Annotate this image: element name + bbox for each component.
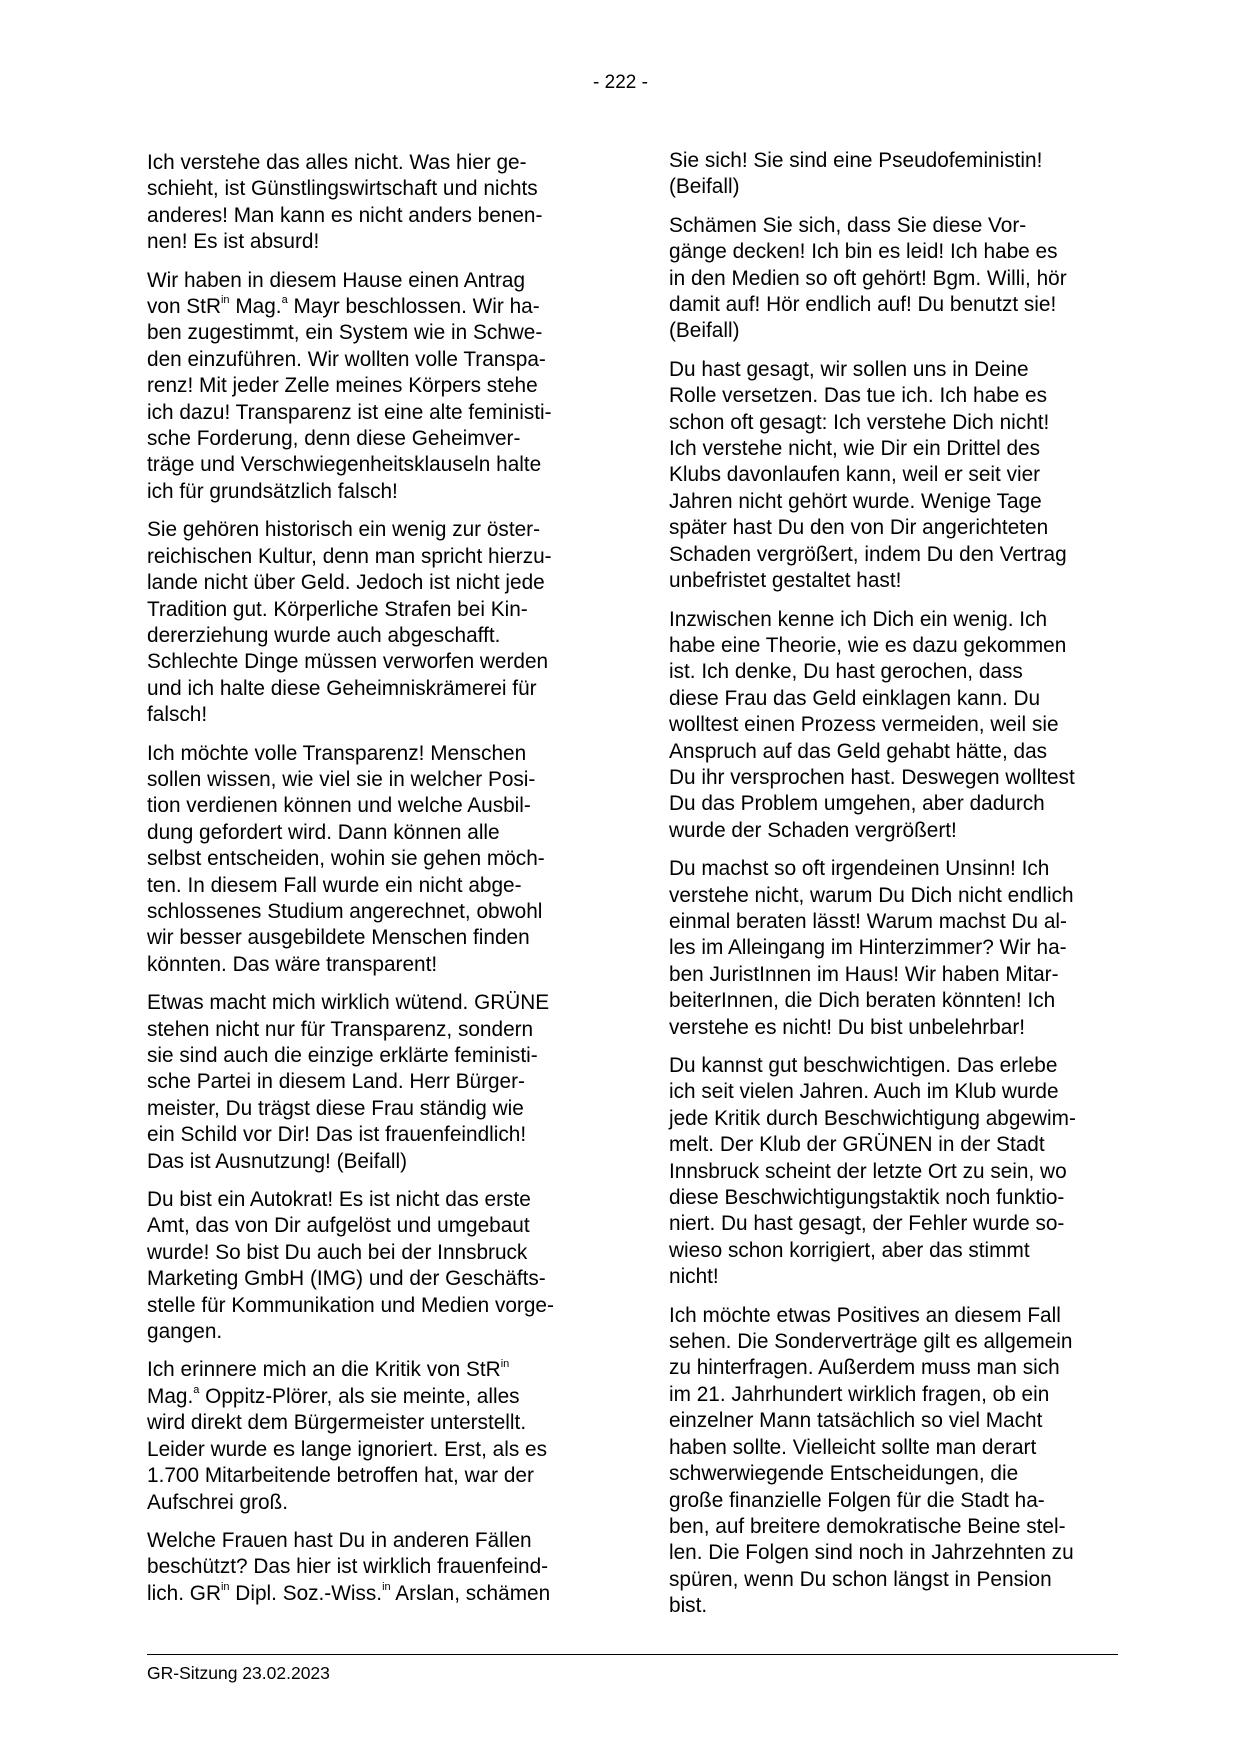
paragraph: Ich möchte volle Transparenz! Menschen sollen wissen, wie viel sie in welcher Posi- tion verdienen können und welche Ausbil- dung gefordert wird. Dann können alle selbst entscheiden, wohin sie gehen möch- ten. In diesem Fall wurde ein nicht abge- schlossenes Studium angerechnet, obwohl wir besser ausgebildete Menschen finden könnten. Das wäre transparent! [147,741,545,976]
paragraph: Schämen Sie sich, dass Sie diese Vor- gänge decken! Ich bin es leid! Ich habe es in den Medien so oft gehört! Bgm. Willi, hör damit auf! Hör endlich auf! Du benutzt sie! (Beifall) [669,213,1067,343]
paragraph: Du bist ein Autokrat! Es ist nicht das erste Amt, das von Dir aufgelöst und umgebaut wurde! So bist Du auch bei der Innsbruck Marketing GmbH (IMG) und der Geschäfts- stelle für Kommunikation und Medien vorge- gangen. [147,1188,554,1344]
paragraph: Du machst so oft irgendeinen Unsinn! Ich verstehe nicht, warum Du Dich nicht endlich einmal beraten lässt! Warum machst Du al- les im Alleingang im Hinterzimmer? Wir ha- ben JuristInnen im Haus! Wir haben Mitar- beiterInnen, die Dich beraten könnten! Ich verstehe es nicht! Du bist unbelehrbar! [669,857,1074,1039]
footer-session-date: GR-Sitzung 23.02.2023 [147,1663,330,1683]
page-number: - 222 - [593,72,648,93]
left-column [147,150,597,1619]
paragraph: Sie gehören historisch ein wenig zur öster- reichischen Kultur, denn man spricht hierzu- lande nicht über Geld. Jedoch ist nicht jede Tradition gut. Körperliche Strafen bei Kin- dererziehung wurde auch abgeschafft. Schlechte Dinge müssen verworfen werden und ich halte diese Geheimniskrämerei für falsch! [147,518,552,727]
paragraph: Inzwischen kenne ich Dich ein wenig. Ich habe eine Theorie, wie es dazu gekommen ist. Ich denke, Du hast gerochen, dass diese Frau das Geld einklagen kann. Du wolltest einen Prozess vermeiden, weil sie Anspruch auf das Geld gehabt hätte, das Du ihr versprochen hast. Deswegen wolltest Du das Problem umgehen, aber dadurch wurde der Schaden vergrößert! [669,607,1075,842]
paragraph: Ich verstehe das alles nicht. Was hier ge- schieht, ist Günstlingswirtschaft und nichts anderes! Man kann es nicht anders benen- nen! Es ist absurd! [147,151,543,254]
paragraph: Du kannst gut beschwichtigen. Das erlebe ich seit vielen Jahren. Auch im Klub wurde jede Kritik durch Beschwichtigung abgewim- melt. Der Klub der GRÜNEN in der Stadt Innsbruck scheint der letzte Ort zu sein, wo diese Beschwichtigungstaktik noch funktio- niert. Du hast gesagt, der Fehler wurde so- wieso schon korrigiert, aber das stimmt nicht! [669,1054,1076,1289]
paragraph: Sie sich! Sie sind eine Pseudofeministin! (Beifall) [669,149,1043,199]
footer-divider [147,1654,1118,1655]
paragraph: Du hast gesagt, wir sollen uns in Deine Rolle versetzen. Das tue ich. Ich habe es schon oft gesagt: Ich verstehe Dich nicht! Ich verstehe nicht, wie Dir ein Drittel des Klubs davonlaufen kann, weil er seit vier Jahren nicht gehört wurde. Wenige Tage später hast Du den von Dir angerichteten Schaden vergrößert, indem Du den Vertrag unbefristet gestaltet hast! [669,357,1067,593]
paragraph: Ich möchte etwas Positives an diesem Fall sehen. Die Sonderverträge gilt es allgemein zu hinterfragen. Außerdem muss man sich im 21. Jahrhundert wirklich fragen, ob ein einzelner Mann tatsächlich so viel Macht haben sollte. Vielleicht sollte man derart schwerwiegende Entscheidungen, die große finanzielle Folgen für die Stadt ha- ben, auf breitere demokratische Beine stel- len. Die Folgen sind noch in Jahrzehnten zu spüren, wenn Du schon längst in Pension bist. [669,1303,1074,1618]
paragraph: Wir haben in diesem Hause einen Antrag von StR$^{in}$ Mag.$^a$ Mayr beschlossen. Wir ha- ben zugestimmt, ein System wie in Schwe- den einzuführen. Wir wollten volle Transpa- renz! Mit jeder Zelle meines Körpers stehe ich dazu! Transparenz ist eine alte feministi- sche Forderung, denn diese Geheimver- träge und Verschwiegenheitsklauseln halte ich für grundsätzlich falsch! [147,268,552,503]
right-column [669,148,1119,1632]
paragraph: Ich erinnere mich an die Kritik von StR$^{in}$ Mag.$^a$ Oppitz-Plörer, als sie meinte, alles wird direkt dem Bürgermeister unterstellt. Leider wurde es lange ignoriert. Erst, als es 1.700 Mitarbeitende betroffen hat, war der Aufschrei groß. [147,1357,547,1514]
paragraph: Etwas macht mich wirklich wütend. GRÜNE stehen nicht nur für Transparenz, sondern sie sind auch die einzige erklärte feministi- sche Partei in diesem Land. Herr Bürger- meister, Du trägst diese Frau ständig wie ein Schild vor Dir! Das ist frauenfeindlich! Das ist Ausnutzung! (Beifall) [147,991,550,1173]
paragraph: Welche Frauen hast Du in anderen Fällen beschützt? Das hier ist wirklich frauenfeind- lich. $GR^{in}$ Dipl. Soz.-Wiss.$^{in}$ Arslan, schämen [147,1528,551,1605]
